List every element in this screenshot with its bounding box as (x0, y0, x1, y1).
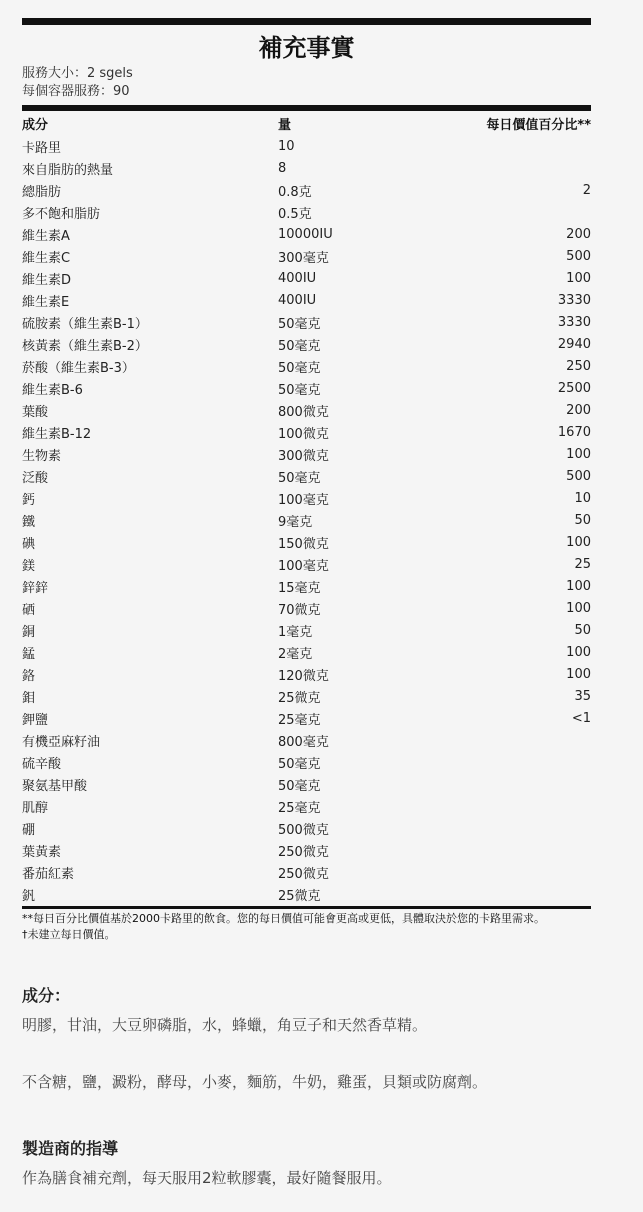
table-row (22, 707, 591, 729)
ingredient-amount: 2毫克 (278, 646, 313, 662)
ingredient-amount: 250微克 (278, 844, 329, 860)
ingredient-amount: 70微克 (278, 602, 321, 618)
table-row (22, 223, 591, 245)
ingredients-title: 成分： (22, 986, 71, 1005)
ingredient-dv (408, 751, 591, 773)
table-row (22, 729, 591, 751)
table-row (22, 553, 591, 575)
ingredient-amount: 300毫克 (278, 250, 329, 266)
serving-size: 服務大小：2 sgels (22, 66, 133, 81)
top-rule (22, 18, 591, 25)
ingredient-amount: 250微克 (278, 866, 329, 882)
directions-text: 作為膳食補充劑，每天服用2粒軟膠囊，最好隨餐服用。 (22, 1169, 392, 1187)
ingredient-amount: 100微克 (278, 426, 329, 442)
table-row (22, 179, 591, 201)
table-row (22, 135, 591, 157)
ingredient-name: 鈣 (22, 492, 36, 508)
ingredient-amount: 800微克 (278, 404, 329, 420)
table-row (22, 355, 591, 377)
table-row (22, 883, 591, 905)
ingredient-amount: 25毫克 (278, 712, 321, 728)
table-row (22, 685, 591, 707)
footnote-dv: **每日百分比價值基於2000卡路里的飲食。您的每日價值可能會更高或更低，具體取決於您的卡路里需求。 (22, 912, 545, 925)
ingredient-dv: 100 (566, 600, 591, 616)
ingredient-name: 錳 (22, 646, 36, 662)
ingredient-amount: 25微克 (278, 690, 321, 706)
ingredient-name: 總脂肪 (22, 184, 62, 200)
ingredient-dv: 1670 (557, 424, 591, 440)
ingredient-name: 銅 (22, 624, 36, 640)
ingredient-name: 鎂 (22, 558, 36, 574)
ingredient-name: 卡路里 (22, 140, 62, 156)
ingredient-amount: 25毫克 (278, 800, 321, 816)
free-from-text: 不含糖，鹽，澱粉，酵母，小麥，麵筋，牛奶，雞蛋，貝類或防腐劑。 (22, 1073, 488, 1091)
table-row (22, 773, 591, 795)
ingredient-dv (408, 817, 591, 839)
ingredient-amount: 25微克 (278, 888, 321, 904)
ingredient-amount: 120微克 (278, 668, 329, 684)
ingredient-dv: 100 (566, 578, 591, 594)
ingredient-name: 硼 (22, 822, 36, 838)
table-row (22, 817, 591, 839)
ingredient-dv: 3330 (557, 314, 591, 330)
ingredient-name: 碘 (22, 536, 36, 552)
ingredient-name: 硫辛酸 (22, 756, 62, 772)
ingredient-amount: 100毫克 (278, 492, 329, 508)
ingredient-name: 鉬 (22, 690, 36, 706)
ingredients-text: 明膠，甘油，大豆卵磷脂，水，蜂蠟，角豆子和天然香草精。 (22, 1016, 428, 1034)
table-header-row (22, 111, 591, 135)
ingredient-dv: 500 (566, 248, 591, 264)
ingredient-dv (408, 839, 591, 861)
ingredient-dv: 500 (566, 468, 591, 484)
ingredient-dv: 200 (566, 226, 591, 242)
ingredient-amount: 150微克 (278, 536, 329, 552)
table-row (22, 333, 591, 355)
ingredient-dv (408, 861, 591, 883)
ingredient-amount: 1毫克 (278, 624, 313, 640)
table-row (22, 201, 591, 223)
ingredient-dv (408, 729, 591, 751)
ingredient-amount: 50毫克 (278, 382, 321, 398)
ingredient-name: 葉黃素 (22, 844, 62, 860)
ingredient-dv (408, 135, 591, 157)
table-row (22, 421, 591, 443)
ingredient-dv (408, 795, 591, 817)
ingredient-name: 維生素C (22, 250, 71, 266)
ingredient-name: 硒 (22, 602, 36, 618)
ingredient-dv: 25 (574, 556, 591, 572)
ingredient-dv: 250 (566, 358, 591, 374)
bottom-rule (22, 906, 591, 909)
ingredient-name: 聚氨基甲酸 (22, 778, 88, 794)
ingredient-name: 維生素B-12 (22, 426, 92, 442)
ingredient-dv: 2940 (557, 336, 591, 352)
ingredient-amount: 500微克 (278, 822, 329, 838)
ingredient-name: 多不飽和脂肪 (22, 206, 101, 222)
ingredient-name: 核黃素（維生素B-2） (22, 338, 148, 354)
ingredient-amount: 400IU (278, 270, 317, 286)
table-row (22, 531, 591, 553)
ingredient-name: 硫胺素（維生素B-1） (22, 316, 148, 332)
ingredient-amount: 8 (278, 160, 287, 176)
table-row (22, 443, 591, 465)
ingredient-dv: 2500 (557, 380, 591, 396)
servings-per-container: 每個容器服務：90 (22, 84, 130, 99)
ingredient-name: 維生素D (22, 272, 72, 288)
ingredient-dv (408, 773, 591, 795)
ingredient-name: 鐵 (22, 514, 36, 530)
ingredient-dv: 100 (566, 270, 591, 286)
table-row (22, 663, 591, 685)
ingredient-name: 維生素A (22, 228, 70, 244)
ingredient-name: 番茄紅素 (22, 866, 75, 882)
table-row (22, 399, 591, 421)
ingredient-name: 鋅鋅 (22, 580, 49, 596)
ingredient-amount: 50毫克 (278, 778, 321, 794)
ingredient-dv (408, 157, 591, 179)
ingredient-name: 維生素B-6 (22, 382, 83, 398)
ingredient-dv: 100 (566, 666, 591, 682)
ingredient-dv: 100 (566, 534, 591, 550)
ingredient-name: 肌醇 (22, 800, 49, 816)
facts-title: 補充事實 (258, 33, 355, 62)
ingredient-name: 有機亞麻籽油 (22, 734, 101, 750)
ingredient-name: 生物素 (22, 448, 62, 464)
ingredient-dv: 100 (566, 644, 591, 660)
ingredient-dv: 100 (566, 446, 591, 462)
table-row (22, 487, 591, 509)
ingredient-name: 釩 (22, 888, 36, 904)
ingredient-amount: 50毫克 (278, 316, 321, 332)
directions-section (22, 1136, 622, 1188)
header-amount: 量 (278, 117, 292, 133)
ingredient-amount: 9毫克 (278, 514, 313, 530)
ingredient-amount: 50毫克 (278, 756, 321, 772)
table-row (22, 267, 591, 289)
ingredient-dv: 35 (574, 688, 591, 704)
ingredient-dv (408, 201, 591, 223)
directions-title: 製造商的指導 (22, 1139, 119, 1158)
ingredient-amount: 10000IU (278, 226, 333, 242)
ingredient-name: 葉酸 (22, 404, 49, 420)
header-name: 成分 (22, 117, 49, 133)
ingredient-amount: 15毫克 (278, 580, 321, 596)
header-dv: 每日價值百分比** (486, 117, 591, 133)
ingredient-name: 維生素E (22, 294, 70, 310)
table-row (22, 311, 591, 333)
ingredient-amount: 50毫克 (278, 470, 321, 486)
ingredient-amount: 50毫克 (278, 338, 321, 354)
facts-table-body (22, 135, 591, 905)
table-row (22, 861, 591, 883)
ingredient-dv: 10 (574, 490, 591, 506)
ingredient-name: 泛酸 (22, 470, 49, 486)
table-row (22, 377, 591, 399)
ingredient-dv: 50 (574, 512, 591, 528)
ingredient-name: 菸酸（維生素B-3） (22, 360, 135, 376)
ingredient-name: 鉀鹽 (22, 712, 49, 728)
table-row (22, 575, 591, 597)
table-row (22, 465, 591, 487)
ingredient-dv (408, 883, 591, 905)
table-row (22, 795, 591, 817)
footnote-not-established: †未建立每日價值。 (22, 928, 116, 941)
ingredients-section (22, 983, 622, 1092)
table-row (22, 509, 591, 531)
ingredient-amount: 0.5克 (278, 206, 312, 222)
ingredient-dv: 50 (574, 622, 591, 638)
table-row (22, 289, 591, 311)
ingredient-name: 來自脂肪的熱量 (22, 162, 114, 178)
table-row (22, 245, 591, 267)
table-row (22, 641, 591, 663)
table-row (22, 619, 591, 641)
table-row (22, 597, 591, 619)
ingredient-amount: 0.8克 (278, 184, 312, 200)
table-row (22, 839, 591, 861)
ingredient-amount: 400IU (278, 292, 317, 308)
ingredient-dv: 3330 (557, 292, 591, 308)
ingredient-amount: 800毫克 (278, 734, 329, 750)
ingredient-name: 鉻 (22, 668, 36, 684)
ingredient-amount: 300微克 (278, 448, 329, 464)
ingredient-dv: <1 (571, 710, 591, 726)
supplement-facts-panel (22, 18, 591, 941)
ingredient-amount: 100毫克 (278, 558, 329, 574)
ingredient-amount: 10 (278, 138, 295, 154)
facts-table (22, 111, 591, 905)
ingredient-dv: 200 (566, 402, 591, 418)
table-row (22, 751, 591, 773)
ingredient-dv: 2 (582, 182, 591, 198)
table-row (22, 157, 591, 179)
ingredient-amount: 50毫克 (278, 360, 321, 376)
